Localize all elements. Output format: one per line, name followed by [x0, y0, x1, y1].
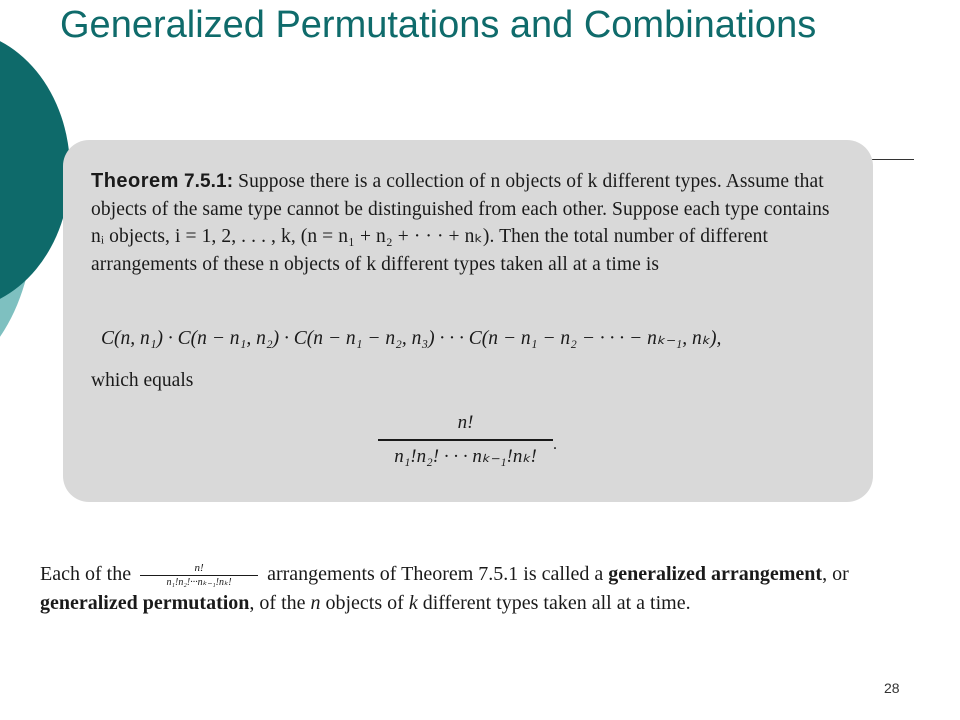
para-part5: objects of	[325, 592, 404, 614]
fraction-numerator: n!	[457, 412, 474, 433]
fraction-period: .	[553, 436, 557, 453]
theorem-text	[91, 168, 841, 278]
para-part2: arrangements of Theorem 7.5.1 is called a	[267, 563, 604, 585]
definition-paragraph	[40, 560, 900, 618]
which-equals-text: which equals	[91, 370, 194, 391]
term-generalized-arrangement: generalized arrangement	[608, 563, 823, 585]
para-part4: , of the	[249, 592, 306, 614]
para-part3: , or	[822, 563, 849, 585]
page-number: 28	[884, 680, 900, 696]
term-generalized-permutation: generalized permutation	[40, 592, 250, 614]
title-underline	[872, 159, 914, 160]
fraction-denominator: n₁!n₂! · · · nₖ₋₁!nₖ!	[394, 446, 537, 467]
para-part6: different types taken all at a time.	[422, 592, 691, 614]
para-part1: Each of the	[40, 563, 132, 585]
inline-fraction	[140, 563, 258, 588]
theorem-formula: C(n, n₁) · C(n − n₁, n₂) · C(n − n₁ − n₂, n₃) · · · C(n − n₁ − n₂ − · · · − nₖ₋₁, nₖ),	[101, 328, 722, 349]
decorative-dark-circle	[0, 30, 70, 310]
theorem-box	[63, 140, 873, 502]
inline-fraction-bar	[140, 575, 258, 576]
var-n: n	[310, 592, 321, 614]
theorem-body: Suppose there is a collection of n objects of k different types. Assume that objects of the same type cannot be distinguished from each other. Suppose each type contains nᵢ objects, i = 1, 2, . . . , k, (n = n₁ + n₂ + · · · + nₖ). Then the total number of different arrangements of these n objects of k different types taken all at a time is	[91, 171, 830, 275]
theorem-number: 7.5.1:	[183, 171, 234, 192]
theorem-label: Theorem	[91, 170, 179, 192]
inline-fraction-denominator: n₁!n₂!···nₖ₋₁!nₖ!	[166, 576, 232, 588]
inline-fraction-numerator: n!	[194, 561, 204, 574]
var-k: k	[408, 592, 418, 614]
theorem-fraction	[378, 412, 553, 468]
slide-title: Generalized Permutations and Combinations	[60, 4, 817, 46]
